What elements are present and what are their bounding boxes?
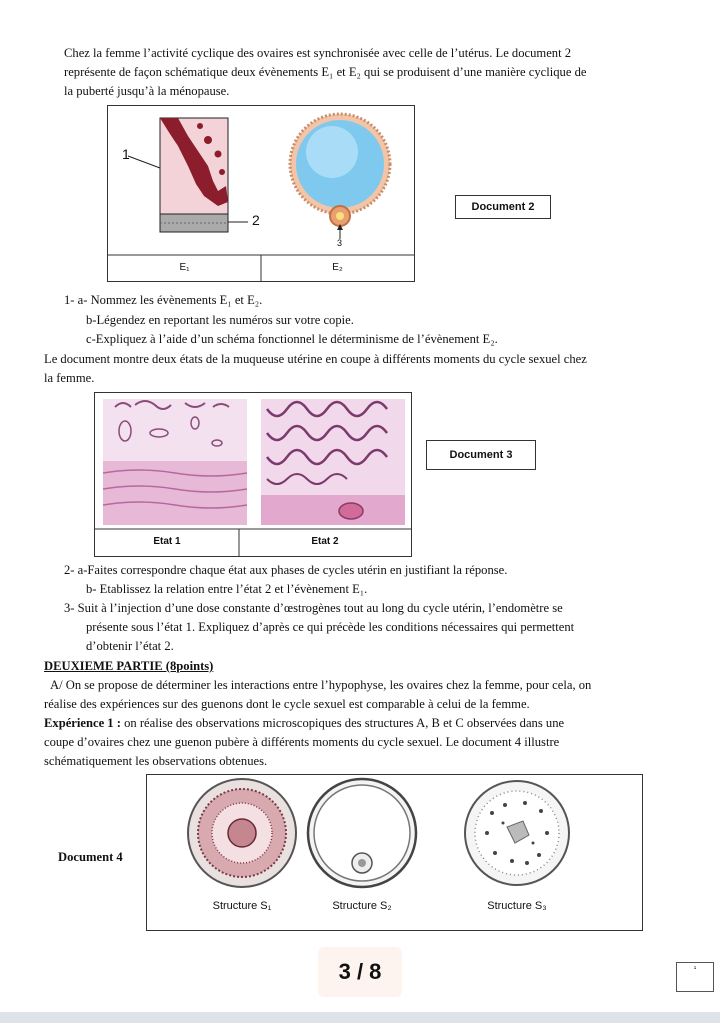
page-number: 3 / 8 <box>318 947 402 997</box>
part2-a-line-1: A/ On se propose de déterminer les interactions entre l’hypophyse, les ovaires chez la femme, pour cela, on <box>50 678 592 692</box>
q3-line-2: présente sous l’état 1. Expliquez d’après ce qui précède les conditions nécessaires qui permettent <box>86 620 575 634</box>
q1-c: c-Expliquez à l’aide d’un schéma fonctionnel le déterminisme de l’évènement E₂. <box>86 332 498 346</box>
bottom-bar <box>0 1012 720 1023</box>
q2-a: 2- a-Faites correspondre chaque état aux phases de cycles utérin en justifiant la réponse. <box>64 563 508 577</box>
doc3-figure <box>94 392 412 557</box>
doc2-col-e2: E₂ <box>332 262 343 273</box>
doc4-figure <box>146 774 643 931</box>
experience-1-label: Expérience 1 : <box>44 716 121 730</box>
doc3-label: Document 3 <box>426 440 536 470</box>
experience-1-line-3: schématiquement les observations obtenues. <box>44 754 268 768</box>
doc2-label-3: 3 <box>337 238 343 248</box>
doc2-label-2: 2 <box>252 212 260 228</box>
experience-1-text: on réalise des observations microscopiques des structures A, B et C observées dans une <box>120 716 565 730</box>
doc2-label-1: 1 <box>122 146 130 162</box>
q1-a: 1- a- Nommez les évènements E₁ et E₂. <box>64 293 263 307</box>
doc3-col-etat-2: Etat 2 <box>311 536 339 547</box>
doc3-illustration <box>95 393 411 556</box>
doc2-illustration <box>108 106 414 281</box>
q3-line-1: 3- Suit à l’injection d’une dose constante d’œstrogènes tout au long du cycle utérin, l’endomètre se <box>64 601 563 615</box>
intro-line-2: représente de façon schématique deux évènements E₁ et E₂ qui se produisent d’une manière cyclique de <box>64 65 587 79</box>
part2-title: DEUXIEME PARTIE (8points) <box>44 659 214 673</box>
experience-1-line-1 <box>44 714 564 733</box>
part2-a-line-2: réalise des expériences sur des guenons dont le cycle sexuel est comparable à celui de la femme. <box>44 697 530 711</box>
doc3-intro-line-2: la femme. <box>44 371 95 385</box>
doc2-col-e1: E₁ <box>179 262 190 273</box>
intro-line-3: la puberté jusqu’à la ménopause. <box>64 84 230 98</box>
doc3-intro-line-1: Le document montre deux états de la muqueuse utérine en coupe à différents moments du cycle sexuel chez <box>44 352 587 366</box>
doc3-col-etat-1: Etat 1 <box>153 536 181 547</box>
q1-b: b-Légendez en reportant les numéros sur votre copie. <box>86 313 354 327</box>
page-corner-mark: ¹ <box>676 962 714 992</box>
doc4-structure-s1: Structure S₁ <box>212 900 272 912</box>
q2-b: b- Etablissez la relation entre l’état 2 et l’évènement E₁. <box>86 582 368 596</box>
doc4-label: Document 4 <box>58 850 123 864</box>
doc4-structure-s3: Structure S₃ <box>487 900 547 912</box>
doc4-structure-s2: Structure S₂ <box>332 900 392 912</box>
doc2-label: Document 2 <box>455 195 551 219</box>
doc2-figure <box>107 105 415 282</box>
intro-line-1: Chez la femme l’activité cyclique des ovaires est synchronisée avec celle de l’utérus. Le document 2 <box>64 46 572 60</box>
experience-1-line-2: coupe d’ovaires chez une guenon pubère à différents moments du cycle sexuel. Le document 4 illustre <box>44 735 560 749</box>
q3-line-3: d’obtenir l’état 2. <box>86 639 174 653</box>
